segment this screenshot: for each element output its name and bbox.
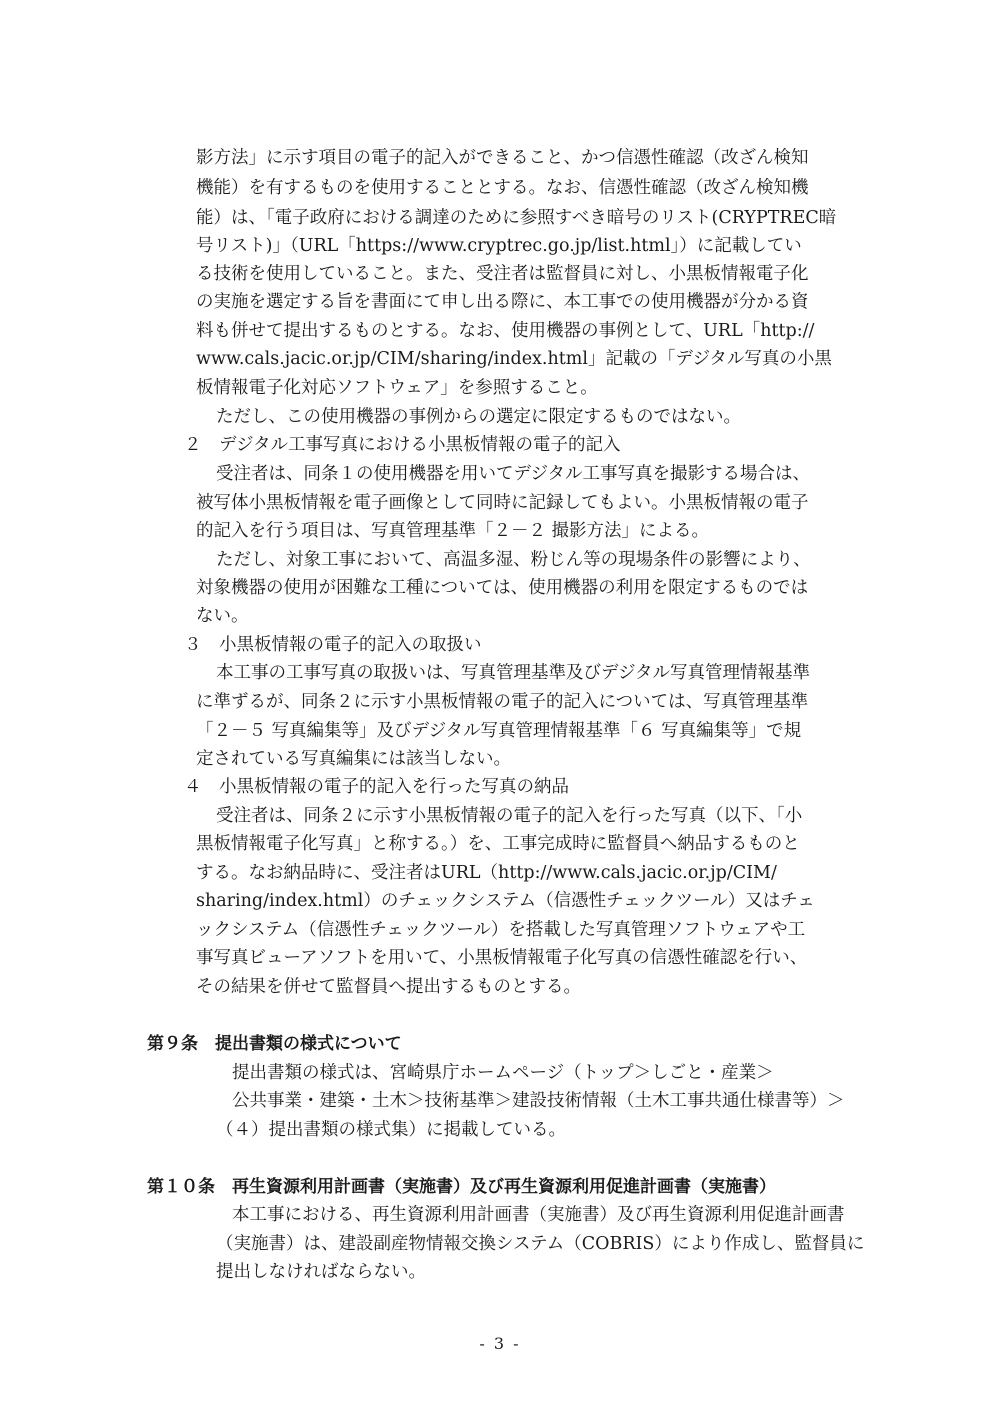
body-text-line: 事写真ビューアソフトを用いて、小黒板情報電子化写真の信憑性確認を行い、: [196, 948, 808, 968]
body-text-line: その結果を併せて監督員へ提出するものとする。: [196, 977, 581, 997]
body-text-line: 「２－５ 写真編集等」及びデジタル写真管理情報基準「６ 写真編集等」で規: [196, 721, 802, 741]
body-text-line: 黒板情報電子化写真」と称する。）を、工事完成時に監督員へ納品するものと: [196, 834, 800, 854]
page-number: - 3 -: [479, 1334, 521, 1353]
body-text-line: 対象機器の使用が困難な工種については、使用機器の利用を限定するものでは: [196, 578, 809, 598]
body-text-line: 影方法」に示す項目の電子的記入ができること、かつ信憑性確認（改ざん検知: [196, 148, 809, 168]
body-text-line: 機能）を有するものを使用することとする。なお、信憑性確認（改ざん検知機: [196, 178, 809, 198]
body-text-line: 定されている写真編集には該当しない。: [196, 749, 511, 769]
body-text-line: 受注者は、同条１の使用機器を用いてデジタル工事写真を撮影する場合は、: [216, 464, 810, 484]
body-text-line: www.cals.jacic.or.jp/CIM/sharing/index.html」記載の「デジタル写真の小黒: [196, 349, 832, 369]
article-10-heading: 第１０条 再生資源利用計画書（実施書）及び再生資源利用促進計画書（実施書）: [147, 1177, 776, 1197]
body-text-line: の実施を選定する旨を書面にて申し出る際に、本工事での使用機器が分かる資: [196, 292, 809, 312]
body-text-line: ックシステム（信憑性チェックツール）を搭載した写真管理ソフトウェアや工: [196, 920, 806, 940]
body-text-line: 提出書類の様式は、宮崎県庁ホームページ（トップ＞しごと・産業＞: [232, 1063, 774, 1083]
body-text-line: ない。: [196, 606, 249, 626]
body-text-line: （４）提出書類の様式集）に掲載している。: [216, 1120, 566, 1140]
body-text-line: 公共事業・建築・土木＞技術基準＞建設技術情報（土木工事共通仕様書等）＞: [232, 1091, 845, 1111]
body-text-line: 板情報電子化対応ソフトウェア」を参照すること。: [196, 378, 598, 398]
body-text-line: （実施書）は、建設副産物情報交換システム（COBRIS）により作成し、監督員に: [216, 1234, 865, 1254]
body-text-line: 受注者は、同条２に示す小黒板情報の電子的記入を行った写真（以下、「小: [216, 806, 803, 826]
body-text-line: 本工事における、再生資源利用計画書（実施書）及び再生資源利用促進計画書: [232, 1205, 845, 1225]
body-text-line: 被写体小黒板情報を電子画像として同時に記録してもよい。小黒板情報の電子: [196, 493, 809, 513]
body-text-line: 号リスト)」（URL「https://www.cryptrec.go.jp/list.html」）に記載してい: [196, 236, 802, 256]
body-text-line: に準ずるが、同条２に示す小黒板情報の電子的記入については、写真管理基準: [196, 692, 809, 712]
item-3-heading: ３ 小黒板情報の電子的記入の取扱い: [184, 635, 482, 655]
body-text-line: sharing/index.html）のチェックシステム（信憑性チェックツール）又はチェ: [196, 891, 815, 911]
body-text-line: する。なお納品時に、受注者はURL（http://www.cals.jacic.or.jp/CIM/: [196, 863, 777, 883]
body-text-line: 的記入を行う項目は、写真管理基準「２－２ 撮影方法」による。: [196, 521, 710, 541]
item-4-heading: ４ 小黒板情報の電子的記入を行った写真の納品: [184, 777, 569, 797]
body-text-line: ただし、対象工事において、高温多湿、粉じん等の現場条件の影響により、: [216, 550, 811, 570]
body-text-line: 料も併せて提出するものとする。なお、使用機器の事例として、URL「http://: [196, 321, 815, 341]
body-text-line: 提出しなければならない。: [216, 1262, 426, 1282]
article-9-heading: 第９条 提出書類の様式について: [147, 1034, 402, 1054]
item-2-heading: ２ デジタル工事写真における小黒板情報の電子的記入: [184, 435, 621, 455]
note-text: ただし、この使用機器の事例からの選定に限定するものではない。: [216, 407, 741, 427]
body-text-line: る技術を使用していること。また、受注者は監督員に対し、小黒板情報電子化: [196, 264, 809, 284]
body-text-line: 本工事の工事写真の取扱いは、写真管理基準及びデジタル写真管理情報基準: [216, 663, 810, 683]
body-text-line: 能）は、「電子政府における調達のために参照すべき暗号のリスト(CRYPTREC暗: [196, 208, 837, 228]
